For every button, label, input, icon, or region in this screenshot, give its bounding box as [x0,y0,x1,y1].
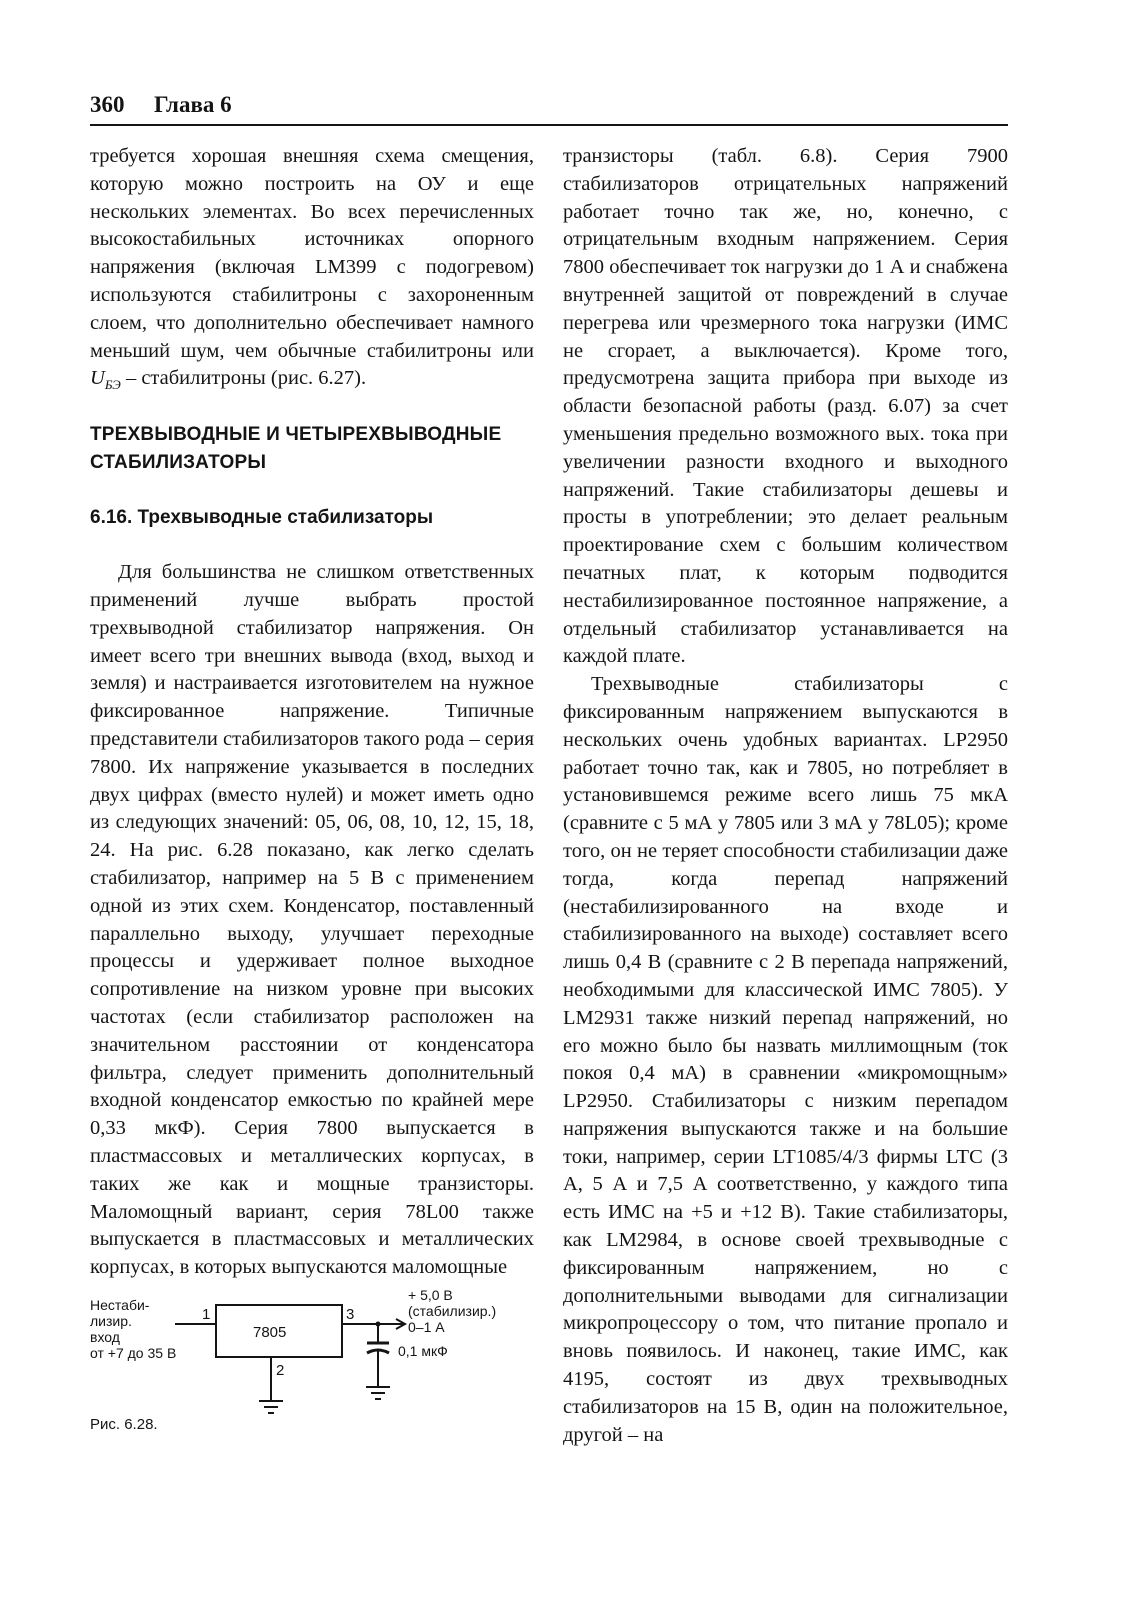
paragraph: транзисторы (табл. 6.8). Серия 7900 стабилизаторов отрицательных напряжений работает точно так же, но, конечно, с отрицательным входным напряжением. Серия 7800 обеспечивает ток нагрузки до 1 А и снабжена внутренней защитой от повреждений в случае перегрева или чрезмерного тока нагрузки (ИМС не сгорает, а выключается). Кроме того, предусмотрена защита прибора при выходе из области безопасной работы (разд. 6.07) за счет уменьшения предельно возможного вых. тока при увеличении разности входного и выходного напряжений. Такие стабилизаторы дешевы и просты в употреблении; это делает реальным проектирование схем с большим количеством печатных плат, к которым подводится нестабилизированное постоянное напряжение, а отдельный стабилизатор устанавливается на каждой плате. [563,145,1008,668]
paragraph-tail: – стабилитроны (рис. 6.27). [125,367,367,390]
paragraph-text: требуется хорошая внешняя схема смещения, которую можно построить на ОУ и еще нескольких элементах. Во всех перечисленных высокостабильных источниках опорного напряжения (включая LM399 с подогревом) используются стабилитроны с захороненным слоем, что дополнительно обеспечивает намного меньший шум, чем обычные стабилитроны или [90,145,534,362]
capacitor-label: 0,1 мкФ [398,1343,448,1359]
ube-symbol: $U_{БЭ}$ [90,367,121,393]
schematic-figure [90,1283,540,1433]
header-rule [90,124,1008,126]
output-voltage-label: + 5,0 В [408,1287,453,1303]
junction-dot [376,1322,381,1327]
page-header [90,92,1008,126]
input-label-line: вход [90,1329,120,1345]
output-current-label: 0–1 А [408,1319,445,1335]
pin-gnd-label: 2 [276,1362,285,1379]
paragraph: Трехвыводные стабилизаторы с фиксированным напряжением выпускаются в нескольких очень удобных вариантах. LP2950 работает точно так, как и 7805, но потребляет в установившемся режиме всего лишь 75 мкА (сравните с 5 мА у 7805 или 3 мА у 78L05); кроме того, он не теряет способности стабилизации даже тогда, когда перепад напряжений (нестабилизированного на входе и стабилизированного на выходе) составляет всего лишь 0,4 В (сравните с 2 В перепада напряжений, необходимыми для классической ИМС 7805). У LM2931 также низкий перепад напряжений, но его можно было бы назвать миллимощным (ток покоя 0,4 мА) в сравнении «микромощным» LP2950. Стабилизаторы с низким перепадом напряжения выпускаются также и на большие токи, например, серии LT1085/4/3 фирмы LTC (3 А, 5 А и 7,5 А соответственно, у каждого типа есть ИМС на +5 и +12 В). Такие стабилизаторы, как LM2984, в основе своей трехвыводные с фиксированным напряжением, но с дополнительными выводами для сигнализации микропроцессору о том, что питание пропало и вновь появилось. И наконец, такие ИМС, как 4195, состоят из двух трехвыводных стабилизаторов на 15 В, один на положительное, другой – на [563,673,1008,1446]
output-type-label: (стабилизир.) [408,1303,497,1319]
pin-in-label: 1 [202,1306,211,1323]
page-number: 360 [90,92,125,117]
figure-caption: Рис. 6.28. [90,1416,158,1433]
chapter-title: Глава 6 [154,92,232,117]
chip-label: 7805 [253,1324,287,1341]
pin-out-label: 3 [346,1306,355,1323]
section-heading: ТРЕХВЫВОДНЫЕ И ЧЕТЫРЕХВЫВОДНЫЕ СТАБИЛИЗАТОРЫ [90,424,502,474]
input-label-line: от +7 до 35 В [90,1345,177,1361]
input-label-line: лизир. [90,1313,132,1329]
input-label-line: Нестаби- [90,1297,150,1313]
paragraph [90,143,534,399]
subsection-heading: 6.16. Трехвыводные стабилизаторы [90,507,434,529]
left-column [90,143,534,1282]
paragraph: Для большинства не слишком ответственных применений лучше выбрать простой трехвыводной стабилизатор напряжения. Он имеет всего три внешних вывода (вход, выход и земля) и настраивается изготовителем на нужное фиксированное напряжение. Типичные представители стабилизаторов такого рода – серия 7800. Их напряжение указывается в последних двух цифрах (вместо нулей) и может иметь одно из следующих значений: 05, 06, 08, 10, 12, 15, 18, 24. На рис. 6.28 показано, как легко сделать стабилизатор, например на 5 В с применением одной из этих схем. Конденсатор, поставленный параллельно выходу, улучшает переходные процессы и удерживает полное выходное сопротивление на низком уровне при высоких частотах (если стабилизатор расположен на значительном расстоянии от конденсатора фильтра, следует применить дополнительный входной конденсатор емкостью по крайней мере 0,33 мкФ). Серия 7800 выпускается в пластмассовых и металлических корпусах, в таких же как и мощные транзисторы. Маломощный вариант, серия 78L00 также выпускается в пластмассовых и металлических корпусах, в которых выпускаются маломощные [90,561,534,1279]
right-column [563,143,1008,1449]
